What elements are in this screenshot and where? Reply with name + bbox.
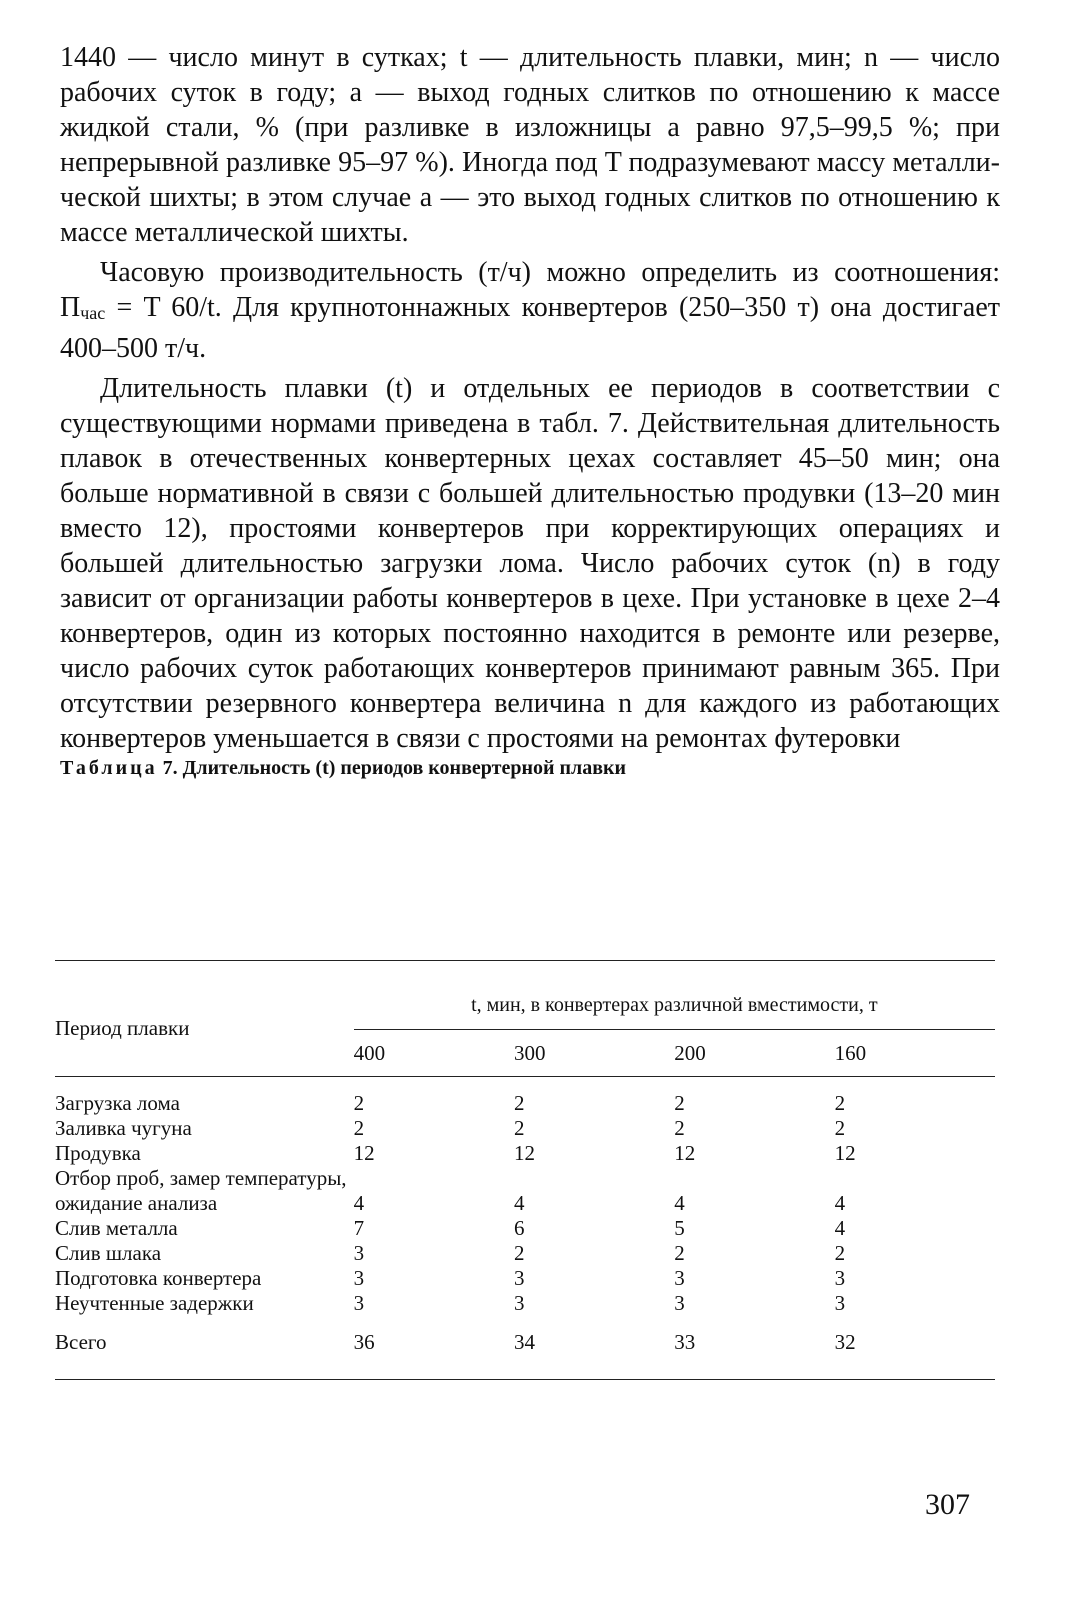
row-value: 2 — [513, 1116, 525, 1140]
row-value: 2 — [353, 1091, 365, 1115]
row-value: 2 — [353, 1116, 365, 1140]
paragraph-1: 1440 — число минут в сутках; t — длительность плавки, мин; n — число рабочих суток в году; a — выход годных слитков по отношению к массе жидкой стали, % (при разливке в изложницы a равно 97,5–99,5 %; при непрерывной разливке 95–97 %). Иногда под T подразумевают массу металлической шихты; в этом случае a — это выход годных слитков по отношению к массе металлической шихты. — [60, 42, 1000, 248]
duration-table-wrapper — [55, 960, 995, 1380]
row-value: 3 — [834, 1266, 846, 1290]
row-value: 2 — [674, 1116, 685, 1140]
row-value: 2 — [674, 1241, 685, 1265]
row-label: Всего — [55, 1330, 107, 1354]
table-row — [55, 1141, 995, 1166]
row-value: 3 — [353, 1241, 365, 1265]
row-value: 2 — [834, 1091, 846, 1115]
paragraph-2-subscript: час — [80, 303, 106, 323]
table-caption-word: Таблица — [60, 757, 158, 779]
table-row — [55, 1216, 995, 1241]
row-value: 36 — [353, 1330, 375, 1354]
period-column-header: Период плавки — [55, 1016, 190, 1040]
table-body — [55, 1091, 995, 1380]
duration-table — [55, 960, 995, 1380]
capacity-group-header: t, мин, в конвертерах различной вместимости, т — [471, 993, 878, 1016]
row-value: 3 — [674, 1291, 685, 1315]
table-row — [55, 1091, 995, 1116]
capacity-header-400: 400 — [353, 1040, 386, 1065]
row-value: 12 — [513, 1141, 535, 1165]
row-value: 34 — [513, 1330, 535, 1354]
capacity-header-300: 300 — [513, 1040, 546, 1065]
row-value: 2 — [834, 1241, 846, 1265]
row-label: Отбор проб, замер температуры, ожидание анализа — [55, 1166, 347, 1215]
row-value: 4 — [674, 1191, 685, 1215]
capacity-header-200: 200 — [674, 1040, 706, 1065]
table-row — [55, 1291, 995, 1316]
row-value: 3 — [674, 1266, 685, 1290]
table-row — [55, 1166, 995, 1216]
row-label: Заливка чугуна — [55, 1116, 192, 1140]
total-row — [55, 1316, 995, 1355]
row-value: 2 — [834, 1116, 846, 1140]
table-row — [55, 1116, 995, 1141]
page-number: 307 — [925, 1488, 970, 1521]
row-value: 6 — [513, 1216, 525, 1240]
row-label: Слив шлака — [55, 1241, 162, 1265]
row-label: Продувка — [55, 1141, 141, 1165]
row-value: 2 — [674, 1091, 685, 1115]
paragraph-2-start: Часовую производительность (т/ч) можно определить из соотношения: П — [60, 257, 1000, 323]
row-label: Неучтенные задержки — [55, 1291, 254, 1315]
capacity-header-160: 160 — [834, 1040, 867, 1065]
row-label: Подготовка конвертера — [55, 1266, 262, 1290]
row-value: 12 — [674, 1141, 696, 1165]
table-caption-text: 7. Длительность (t) периодов конвертерной плавки — [157, 757, 627, 779]
row-value: 3 — [513, 1266, 525, 1290]
row-label: Слив металла — [55, 1216, 178, 1240]
paragraph-3: Длительность плавки (t) и отдельных ее периодов в соответствии с существующими нормами приведена в табл. 7. Действительная длительность плавок в отечественных конвертерных цехах составляет 45–50 мин; она больше нормативной в связи с большей длительностью продувки (13–20 мин вместо 12), простоями конвертеров при корректирующих операциях и большей длительностью загрузки лома. Число рабочих суток (n) в году зависит от организации работы конвертеров в цехе. При установке в цехе 2–4 конвертеров, один из которых постоянно находится в ремонте или резерве, число рабочих суток работающих конвертеров принимают равным 365. При отсутствии резервного конвертера величина n для каждого из работающих конвертеров уменьшается в связи с простоями на ремонтах футеровки — [60, 373, 1000, 754]
page-text — [60, 40, 1000, 780]
row-value: 3 — [834, 1291, 846, 1315]
row-value: 2 — [513, 1241, 525, 1265]
table-row — [55, 1266, 995, 1291]
row-value: 5 — [674, 1216, 685, 1240]
row-value: 3 — [513, 1291, 525, 1315]
row-value: 3 — [353, 1291, 365, 1315]
row-value: 7 — [353, 1216, 365, 1240]
paragraph-2-end: = T 60/t. Для крупнотоннажных конвертеров (250–350 т) она достигает 400–500 т/ч. — [60, 292, 1000, 364]
row-value: 33 — [674, 1330, 696, 1354]
row-value: 2 — [513, 1091, 525, 1115]
row-value: 4 — [834, 1216, 846, 1240]
row-value: 12 — [834, 1141, 856, 1165]
row-label: Загрузка лома — [55, 1091, 180, 1115]
row-value: 3 — [353, 1266, 365, 1290]
row-value: 4 — [834, 1191, 846, 1215]
table-row — [55, 1241, 995, 1266]
table-caption — [60, 756, 1000, 780]
row-value: 4 — [513, 1191, 525, 1215]
row-value: 32 — [834, 1330, 856, 1354]
paragraph-2 — [60, 255, 1000, 366]
row-value: 12 — [353, 1141, 375, 1165]
row-value: 4 — [353, 1191, 365, 1215]
